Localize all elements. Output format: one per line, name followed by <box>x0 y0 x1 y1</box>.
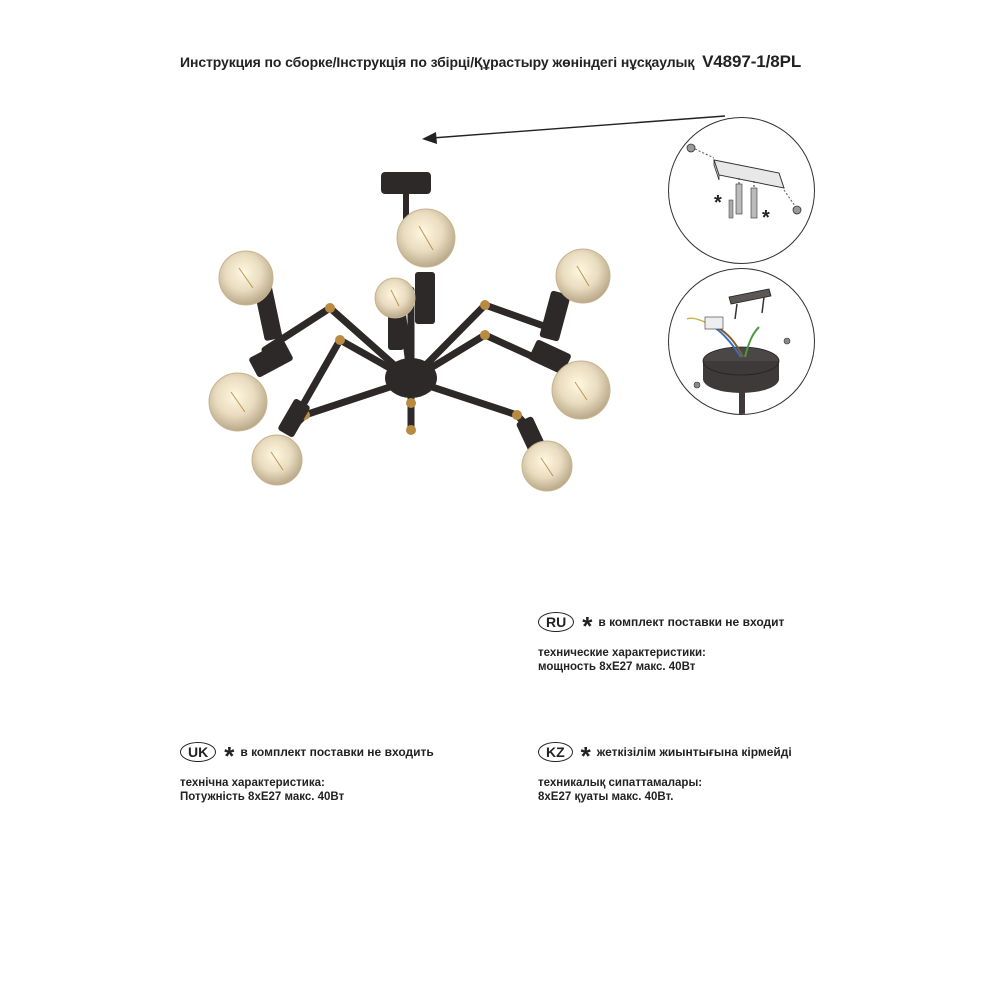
spec-title-kz: техникалық сипаттамалары: <box>538 777 703 789</box>
language-block-uk <box>180 740 434 804</box>
spec-title-ru: технические характеристики: <box>538 647 706 659</box>
not-included-note-kz: жеткізілім жиынтығына кірмейді <box>596 745 792 759</box>
ceiling-canopy-wiring-icon <box>669 269 814 414</box>
detail-circle-bracket <box>668 117 815 264</box>
chandelier-photo-icon <box>195 160 625 510</box>
instruction-title: Инструкция по сборке/Інструкція по збірці/Құрастыру жөніндегі нұсқаулық <box>180 54 695 70</box>
spec-value-ru: мощность 8хЕ27 макс. 40Вт <box>538 661 696 673</box>
lang-badge-kz: KZ <box>538 742 573 762</box>
asterisk-icon: * <box>582 611 593 641</box>
not-included-note-uk: в комплект поставки не входить <box>240 745 434 759</box>
asterisk-mark-screw: * <box>714 192 722 214</box>
page-title <box>180 52 840 72</box>
asterisk-icon: * <box>580 741 591 771</box>
lang-badge-uk: UK <box>180 742 216 762</box>
detail-circle-wiring <box>668 268 815 415</box>
asterisk-mark-dowel: * <box>762 207 770 229</box>
not-included-note-ru: в комплект поставки не входит <box>598 615 785 629</box>
lang-badge-ru: RU <box>538 612 574 632</box>
spec-value-uk: Потужність 8хЕ27 макс. 40Вт <box>180 791 345 803</box>
language-block-ru <box>538 610 784 674</box>
spec-value-kz: 8хЕ27 қуаты макс. 40Вт. <box>538 791 674 803</box>
asterisk-icon: * <box>224 741 235 771</box>
model-number: V4897-1/8PL <box>702 52 802 71</box>
spec-title-uk: технічна характеристика: <box>180 777 325 789</box>
language-block-kz <box>538 740 792 804</box>
arrow-left-icon <box>420 108 730 148</box>
mounting-bracket-icon <box>669 118 814 263</box>
